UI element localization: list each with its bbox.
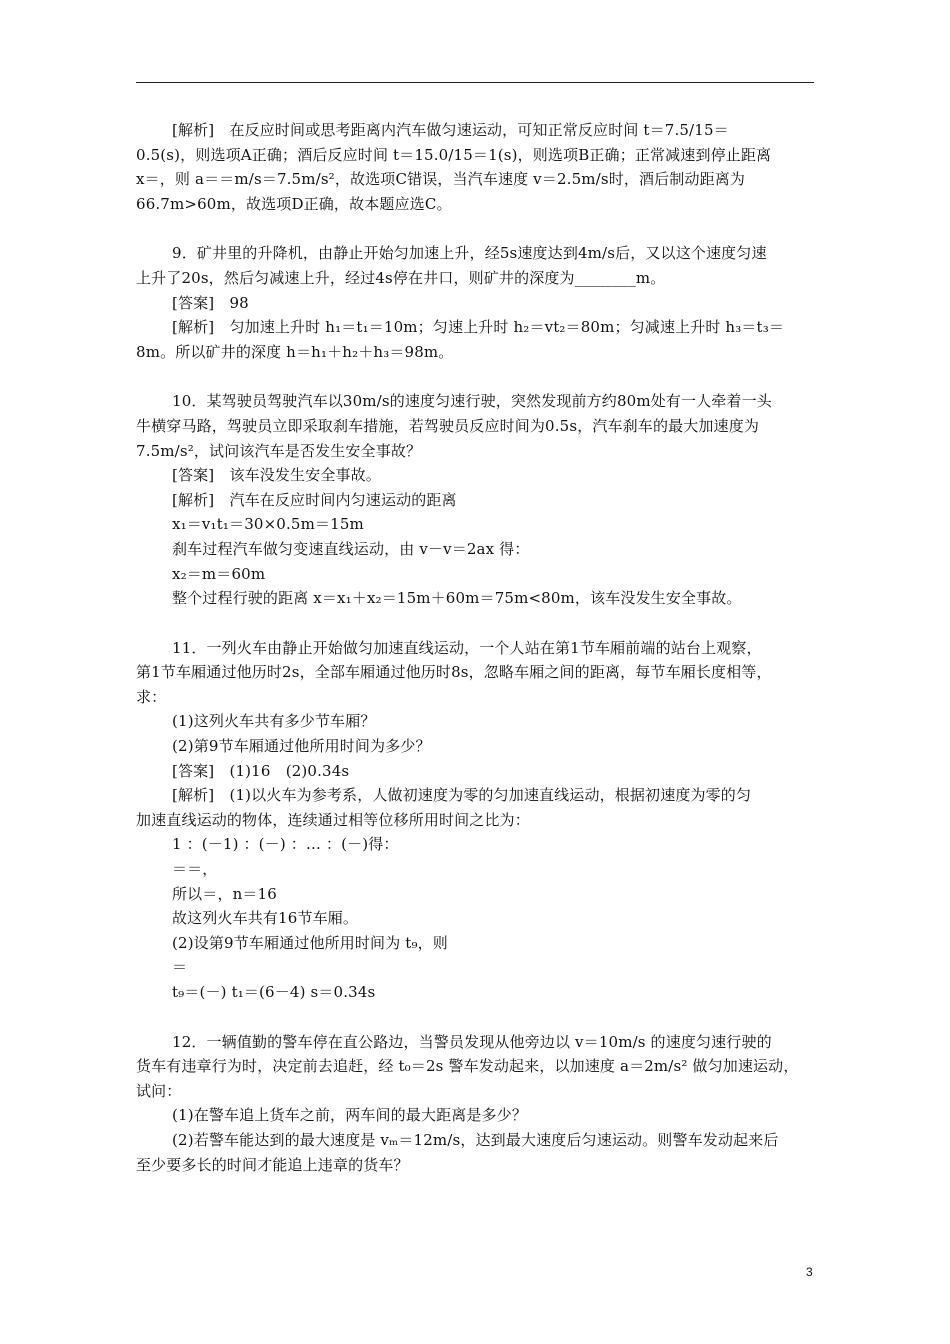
text-line: t₉＝(－) t₁＝(6－4) s＝0.34s	[172, 983, 376, 1001]
text-line: 0.5(s)，则选项A正确；酒后反应时间 t＝15.0/15＝1(s)，则选项B正确；正常减速到停止距离	[136, 145, 772, 164]
text-line: (2)第9节车厢通过他所用时间为多少？	[172, 737, 431, 756]
text-line: 试问：	[136, 1081, 182, 1100]
paragraph-q11	[136, 636, 816, 1005]
text-line: 11．一列火车由静止开始做匀加速直线运动，一个人站在第1节车厢前端的站台上观察，	[172, 638, 762, 657]
text-line: 故这列火车共有16节车厢。	[172, 909, 359, 928]
text-line: [解析] 汽车在反应时间内匀速运动的距离	[172, 490, 457, 509]
text-line: [解析] (1)以火车为参考系，人做初速度为零的匀加速直线运动，根据初速度为零的匀	[172, 786, 752, 805]
text-line: x＝，则 a＝＝m/s＝7.5m/s²，故选项C错误，当汽车速度 v＝2.5m/s时，酒后制动距离为	[136, 170, 746, 189]
paragraph-gap	[136, 216, 816, 241]
text-line: ＝	[172, 958, 188, 977]
text-line: [答案] (1)16 (2)0.34s	[172, 761, 350, 780]
page-body	[136, 118, 816, 1177]
paragraph-q12	[136, 1030, 816, 1178]
text-line: 所以＝，n＝16	[172, 884, 277, 903]
text-line: [答案] 该车没发生安全事故。	[172, 466, 381, 485]
paragraph-gap	[136, 611, 816, 636]
text-line: 牛横穿马路，驾驶员立即采取刹车措施，若驾驶员反应时间为0.5s，汽车刹车的最大加速度为	[136, 416, 760, 435]
text-line: [答案] 98	[172, 293, 249, 312]
text-line: 66.7m>60m，故选项D正确，故本题应选C。	[136, 194, 452, 213]
text-line: 整个过程行驶的距离 x＝x₁＋x₂＝15m＋60m＝75m<80m，该车没发生安全事故。	[172, 589, 742, 608]
text-line: 至少要多长的时间才能追上违章的货车？	[136, 1155, 409, 1174]
text-line: 加速直线运动的物体，连续通过相等位移所用时间之比为：	[136, 810, 530, 829]
paragraph-q10	[136, 389, 816, 610]
text-line: 第1节车厢通过他历时2s，全部车厢通过他历时8s，忽略车厢之间的距离，每节车厢长度相等，	[136, 663, 772, 682]
paragraph-p8_analysis	[136, 118, 816, 216]
text-line: 10．某驾驶员驾驶汽车以30m/s的速度匀速行驶，突然发现前方约80m处有一人牵着一头	[172, 392, 772, 411]
text-line: x₂＝m＝60m	[172, 564, 266, 583]
paragraph-gap	[136, 1005, 816, 1030]
paragraph-gap	[136, 364, 816, 389]
text-line: x₁＝v₁t₁＝30×0.5m＝15m	[172, 515, 364, 534]
text-line: (2)若警车能达到的最大速度是 vₘ＝12m/s，达到最大速度后匀速运动。则警车发动起来后	[172, 1130, 779, 1149]
text-line: 9．矿井里的升降机，由静止开始匀加速上升，经5s速度达到4m/s后，又以这个速度匀速	[172, 244, 767, 263]
text-line: 12．一辆值勤的警车停在直公路边，当警员发现从他旁边以 v＝10m/s 的速度匀速行驶的	[172, 1032, 772, 1051]
header-rule	[136, 82, 814, 83]
text-line: (2)设第9节车厢通过他所用时间为 t₉，则	[172, 933, 448, 952]
text-line: [解析] 匀加速上升时 h₁＝t₁＝10m；匀速上升时 h₂＝vt₂＝80m；匀减速上升时 h₃＝t₃＝	[172, 318, 785, 337]
text-line: 7.5m/s²，试问该汽车是否发生安全事故？	[136, 441, 422, 460]
text-line: 货车有违章行为时，决定前去追赶，经 t₀＝2s 警车发动起来，以加速度 a＝2m/s² 做匀加速运动，	[136, 1057, 799, 1076]
text-line: 8m。所以矿井的深度 h＝h₁＋h₂＋h₃＝98m。	[136, 342, 454, 361]
text-line: ＝＝，	[172, 860, 218, 879]
page-number: 3	[806, 1265, 813, 1279]
text-line: 1 ：(－1) ：(－) ：… ：(－)得：	[172, 835, 399, 854]
text-line: 刹车过程汽车做匀变速直线运动，由 v－v＝2ax 得：	[172, 539, 530, 558]
paragraph-q9	[136, 241, 816, 364]
text-line: 求：	[136, 687, 167, 706]
text-line: (1)在警车追上货车之前，两车间的最大距离是多少？	[172, 1106, 527, 1125]
text-line: [解析] 在反应时间或思考距离内汽车做匀速运动，可知正常反应时间 t＝7.5/15＝	[172, 121, 729, 139]
text-line: 上升了20s，然后匀减速上升，经过4s停在井口，则矿井的深度为________m。	[136, 268, 666, 287]
text-line: (1)这列火车共有多少节车厢？	[172, 712, 376, 731]
